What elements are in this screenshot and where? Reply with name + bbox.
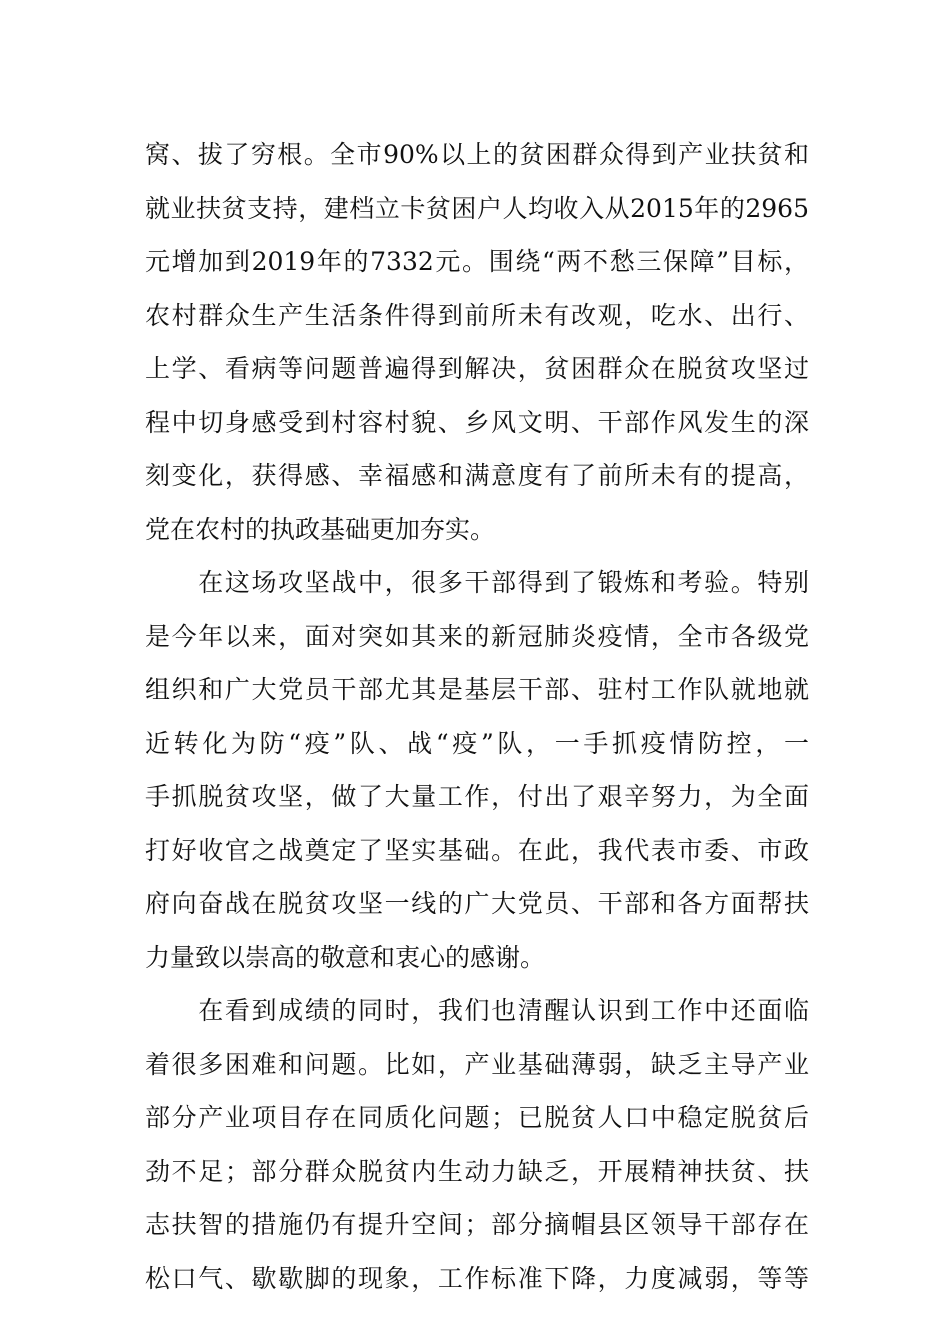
text-line: 志扶智的措施仍有提升空间；部分摘帽县区领导干部存在 (145, 1210, 809, 1239)
paragraph-3 (145, 984, 809, 1305)
text-line: 在看到成绩的同时，我们也清醒认识到工作中还面临 (145, 996, 809, 1025)
text-line: 窝、拔了穷根。全市90%以上的贫困群众得到产业扶贫和 (145, 140, 809, 169)
text-line: 上学、看病等问题普遍得到解决，贫困群众在脱贫攻坚过 (145, 354, 809, 383)
text-line: 松口气、歇歇脚的现象，工作标准下降，力度减弱，等等 (145, 1263, 809, 1293)
text-line: 程中切身感受到村容村貌、乡风文明、干部作风发生的深 (145, 407, 809, 437)
text-line: 党在农村的执政基础更加夯实。 (145, 514, 496, 544)
text-line: 手抓脱贫攻坚，做了大量工作，付出了艰辛努力，为全面 (145, 782, 809, 811)
text-line: 农村群众生产生活条件得到前所未有改观，吃水、出行、 (145, 300, 809, 330)
text-line: 部分产业项目存在同质化问题；已脱贫人口中稳定脱贫后 (145, 1103, 809, 1132)
document-body (145, 128, 809, 1305)
text-line: 近转化为防“疫”队、战“疫”队，一手抓疫情防控，一 (145, 728, 809, 758)
text-line: 就业扶贫支持，建档立卡贫困户人均收入从2015年的2965 (145, 193, 809, 223)
text-line: 府向奋战在脱贫攻坚一线的广大党员、干部和各方面帮扶 (145, 889, 809, 918)
text-line: 元增加到2019年的7332元。围绕“两不愁三保障”目标， (145, 247, 809, 276)
text-line: 着很多困难和问题。比如，产业基础薄弱，缺乏主导产业 (145, 1049, 809, 1079)
text-line: 刻变化，获得感、幸福感和满意度有了前所未有的提高， (145, 461, 809, 490)
text-line: 打好收官之战奠定了坚实基础。在此，我代表市委、市政 (145, 835, 809, 865)
text-line: 在这场攻坚战中，很多干部得到了锻炼和考验。特别 (145, 568, 809, 597)
text-line: 组织和广大党员干部尤其是基层干部、驻村工作队就地就 (145, 675, 809, 704)
text-line: 力量致以崇高的敬意和衷心的感谢。 (145, 942, 546, 972)
text-line: 劲不足；部分群众脱贫内生动力缺乏，开展精神扶贫、扶 (145, 1156, 809, 1186)
paragraph-1 (145, 128, 809, 556)
text-line: 是今年以来，面对突如其来的新冠肺炎疫情，全市各级党 (145, 621, 809, 651)
paragraph-2 (145, 556, 809, 984)
